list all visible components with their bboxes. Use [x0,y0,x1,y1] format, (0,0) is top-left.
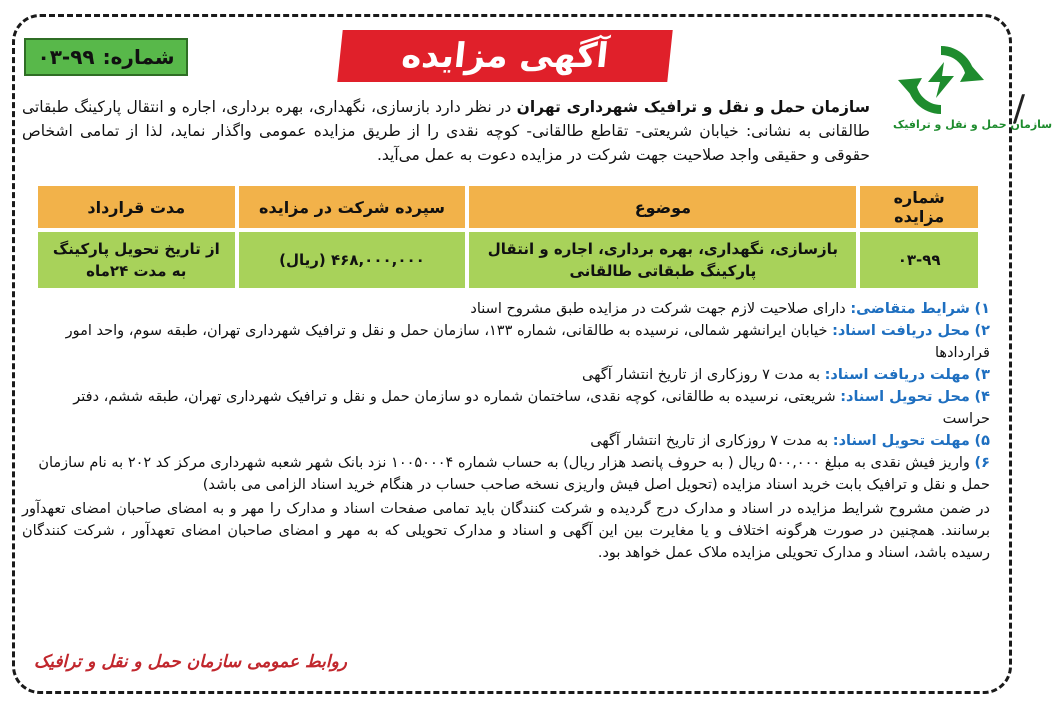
auction-number-box [24,38,188,76]
condition-number: ۶) [974,455,990,471]
table-header: شماره مزایده [860,186,978,228]
notice-title: آگهی مزایده عمومی [337,30,672,82]
table-cell: بازسازی، نگهداری، بهره برداری، اجاره و انتقال پارکینگ طبقاتی طالقانی [469,232,856,288]
organization-logo [893,42,1052,131]
condition-label: مهلت تحویل اسناد: [832,433,970,449]
condition-label: محل تحویل اسناد: [840,389,970,405]
table-cell: از تاریخ تحویل پارکینگ به مدت ۲۴ماه [38,232,235,288]
logo-caption: سازمان حمل و نقل و ترافیک [893,118,1052,131]
corner-mark-icon: / [1012,88,1025,129]
auction-table [34,182,982,292]
table-cell: ۰۳-۹۹ [860,232,978,288]
condition-text: شریعتی، نرسیده به طالقانی، کوچه نقدی، ساختمان شماره دو سازمان حمل و نقل و ترافیک شهرداری تهران، طبقه ششم، دفتر حراست [73,389,990,427]
recycle-arrows-icon [898,42,984,116]
condition-text: دارای صلاحیت لازم جهت شرکت در مزایده طبق مشروح اسناد [470,301,846,317]
table-cell: ۴۶۸,۰۰۰,۰۰۰ (ریال) [239,232,466,288]
condition-number: ۴) [974,389,990,405]
condition-text: به مدت ۷ روزکاری از تاریخ انتشار آگهی [590,433,829,449]
condition-item [22,298,990,320]
number-label: شماره: [102,45,175,69]
condition-number: ۳) [974,367,990,383]
public-relations-signature: روابط عمومی سازمان حمل و نقل و ترافیک [34,652,348,672]
condition-text: واریز فیش نقدی به مبلغ ۵۰۰,۰۰۰ ریال ( به حروف پانصد هزار ریال) به حساب شماره ۱۰۰۵۰۰۰۴ نزد بانک شهر شعبه شهرداری مرکز کد ۲۰۲ به نام سازمان حمل و نقل و ترافیک بابت خرید اسناد مزایده (تحویل اصل فیش واریزی نسخه صاحب حساب در هنگام خرید اسناد الزامی می باشد) [38,455,990,493]
conditions-list [22,298,990,579]
table-row [38,232,978,288]
condition-text: به مدت ۷ روزکاری از تاریخ انتشار آگهی [582,367,820,383]
condition-item [22,386,990,430]
intro-paragraph [22,95,870,167]
condition-label: مهلت دریافت اسناد: [824,367,970,383]
condition-item [22,430,990,452]
table-header-row [38,186,978,228]
condition-number: ۲) [974,323,990,339]
condition-item [22,452,990,496]
condition-text: خیابان ایرانشهر شمالی، نرسیده به طالقانی، شماره ۱۳۳، سازمان حمل و نقل و ترافیک شهرداری تهران، طبقه سوم، واحد امور قراردادها [65,323,990,361]
condition-item [22,320,990,364]
organization-name: سازمان حمل و نقل و ترافیک شهرداری تهران [516,98,870,116]
table-header: سپرده شرکت در مزایده [239,186,466,228]
condition-number: ۱) [974,301,990,317]
closing-paragraph: در ضمن مشروح شرایط مزایده در اسناد و مدارک درج گردیده و شرکت کنندگان باید تمامی صفحات اسناد و مدارک را مهر و به امضای صاحبان امضای تعهدآور برسانند. همچنین در صورت هرگونه اختلاف و یا مغایرت بین این آگهی و اسناد و مدارک تحویلی که به مهر و امضای صاحبان امضای تعهدآور ، شرکت کنندگان رسیده باشد، اسناد و مدارک تحویلی مزایده ملاک عمل خواهد بود. [22,501,990,561]
number-value: ۰۳-۹۹ [37,45,95,69]
condition-item [22,364,990,386]
condition-label: شرایط متقاضی: [850,301,970,317]
condition-label: محل دریافت اسناد: [832,323,970,339]
intro-body: در نظر دارد بازسازی، نگهداری، بهره برداری، اجاره و انتقال پارکینگ طبقاتی طالقانی به نشانی: خیابان شریعتی- تقاطع طالقانی- کوچه نقدی را از طریق مزایده عمومی واگذار نماید، لذا از تمامی اشخاص حقوقی و حقیقی واجد صلاحیت جهت شرکت در مزایده دعوت به عمل می‌آید. [22,98,870,164]
table-header: مدت قرارداد [38,186,235,228]
table-header: موضوع [469,186,856,228]
condition-number: ۵) [974,433,990,449]
